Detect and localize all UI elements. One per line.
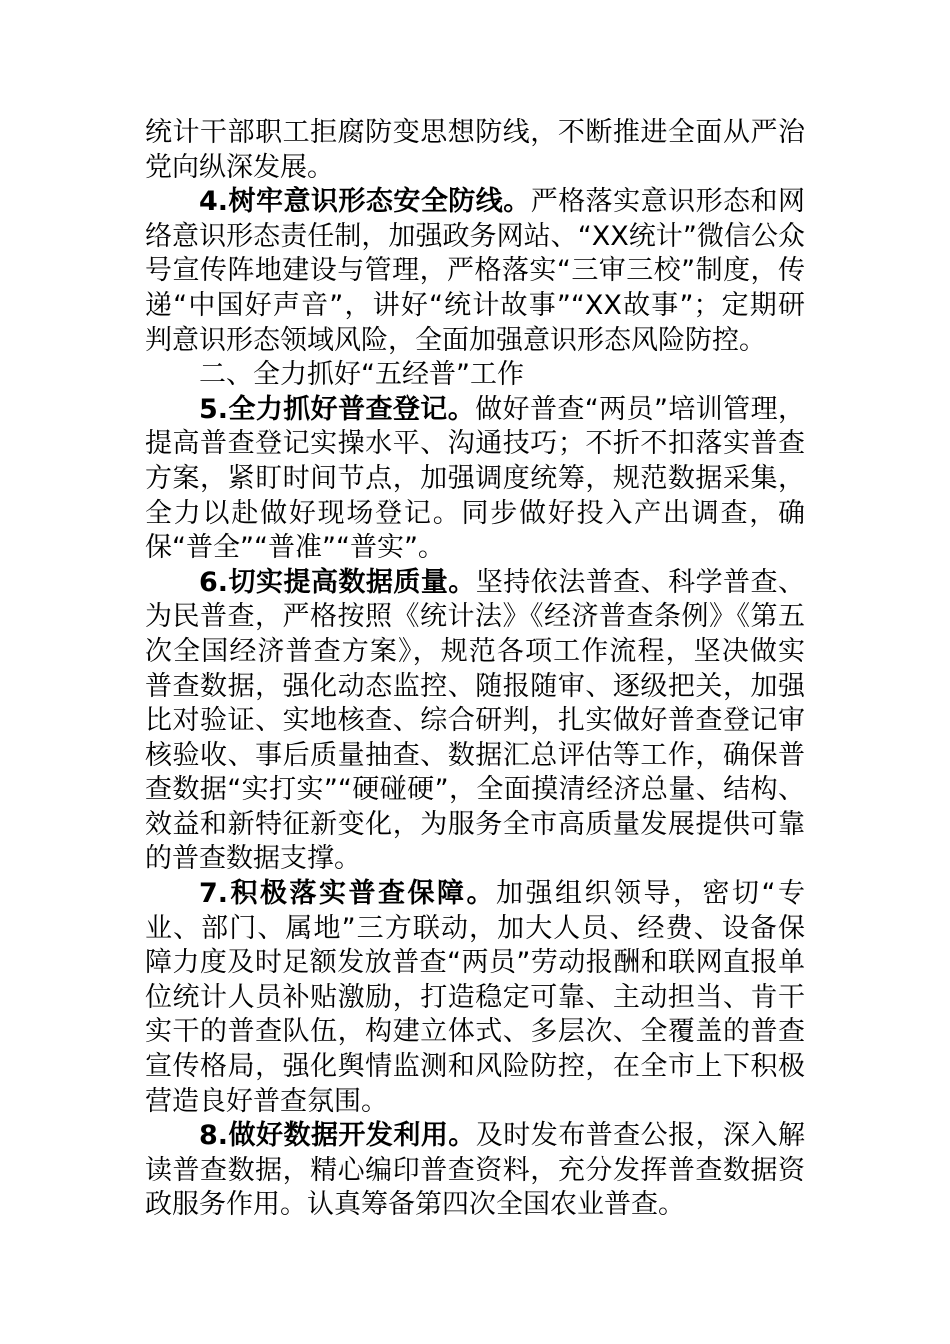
paragraph-text: 及时发布普查公报，深入解读普查数据，精心编印普查资料，充分发挥普查数据资政服务作用。认真筹备第四次全国农业普查。 xyxy=(145,1120,806,1221)
paragraph-ideology-defense xyxy=(145,185,805,358)
document-page xyxy=(145,116,805,1223)
paragraph-text: 做好普查“两员”培训管理，提高普查登记实操水平、沟通技巧；不折不扣落实普查方案，紧盯时间节点，加强调度统筹，规范数据采集，全力以赴做好现场登记。同步做好投入产出调查，确保“普全”“普准”“普实”。 xyxy=(145,393,805,564)
paragraph-data-utilization xyxy=(145,1119,805,1223)
paragraph-heading: 5.全力抓好普查登记。 xyxy=(199,393,476,425)
paragraph-heading: 6.切实提高数据质量。 xyxy=(199,566,476,598)
paragraph-text: 严格落实意识形态和网络意识形态责任制，加强政务网站、“XX统计”微信公众号宣传阵地建设与管理，严格落实“三审三校”制度，传递“中国好声音”，讲好“统计故事”“XX故事”；定期研判意识形态领域风险，全面加强意识形态风险防控。 xyxy=(145,186,805,356)
paragraph-heading: 8.做好数据开发利用。 xyxy=(199,1120,476,1152)
paragraph-census-support xyxy=(145,877,805,1119)
paragraph-heading: 7.积极落实普查保障。 xyxy=(199,878,497,910)
paragraph-census-registration xyxy=(145,393,805,566)
paragraph-continuation xyxy=(145,116,805,185)
section-heading-text: 二、全力抓好“五经普”工作 xyxy=(199,359,524,391)
paragraph-text: 统计干部职工拒腐防变思想防线，不断推进全面从严治党向纵深发展。 xyxy=(145,117,805,183)
paragraph-text: 加强组织领导，密切“专业、部门、属地”三方联动，加大人员、经费、设备保障力度及时足额发放普查“两员”劳动报酬和联网直报单位统计人员补贴激励，打造稳定可靠、主动担当、肯干实干的普查队伍，构建立体式、多层次、全覆盖的普查宣传格局，强化舆情监测和风险防控，在全市上下积极营造良好普查氛围。 xyxy=(145,878,805,1117)
section-heading xyxy=(145,358,805,393)
paragraph-data-quality xyxy=(145,566,805,877)
paragraph-text: 坚持依法普查、科学普查、为民普查，严格按照《统计法》《经济普查条例》《第五次全国经济普查方案》，规范各项工作流程，坚决做实普查数据，强化动态监控、随报随审、逐级把关，加强比对验证、实地核查、综合研判，扎实做好普查登记审核验收、事后质量抽查、数据汇总评估等工作，确保普查数据“实打实”“硬碰硬”，全面摸清经济总量、结构、效益和新特征新变化，为服务全市高质量发展提供可靠的普查数据支撑。 xyxy=(145,566,806,875)
paragraph-heading: 4.树牢意识形态安全防线。 xyxy=(199,186,531,218)
